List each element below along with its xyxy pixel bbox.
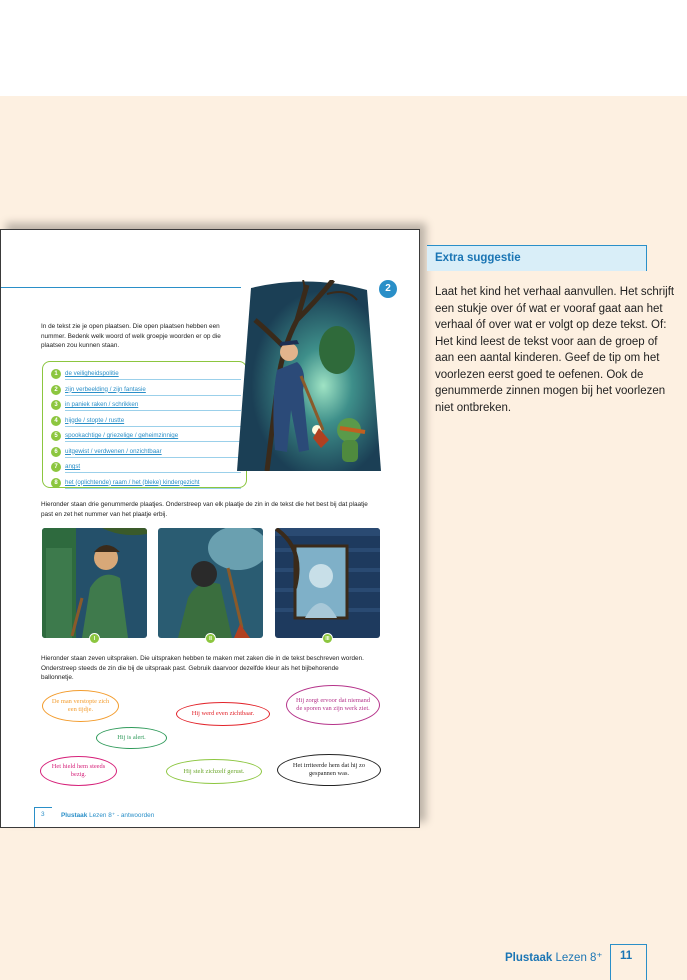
picture-panel-1 bbox=[42, 528, 147, 638]
workbook-footer-top-rule bbox=[34, 807, 52, 808]
answer-line bbox=[65, 395, 241, 396]
answer-row bbox=[51, 447, 241, 460]
answer-number: 5 bbox=[51, 431, 61, 441]
answers-box bbox=[42, 361, 247, 488]
answer-line bbox=[65, 488, 241, 489]
answer-row bbox=[51, 478, 241, 491]
main-illustration bbox=[237, 280, 381, 471]
speech-bubble-5: Het hield hem steeds bezig. bbox=[40, 756, 117, 786]
panel-label-3: III bbox=[322, 633, 333, 644]
extra-suggestion-header bbox=[427, 245, 647, 271]
panel-label-1: I bbox=[89, 633, 100, 644]
answer-line bbox=[65, 441, 241, 442]
page-footer-rule bbox=[610, 944, 611, 980]
speech-bubble-1: De man verstopte zich een tijdje. bbox=[42, 690, 119, 722]
answer-text: hijgde / stopte / rustte bbox=[65, 416, 125, 424]
answer-text: spookachtige / griezelige / geheimzinnige bbox=[65, 432, 179, 439]
page-number: 11 bbox=[620, 950, 633, 962]
answer-number: 3 bbox=[51, 400, 61, 410]
speech-bubble-7: Het irriteerde hem dat hij zo gespannen was. bbox=[277, 754, 381, 786]
intro-text: In de tekst zie je open plaatsen. Die open plaatsen hebben een nummer. Bedenk welk woord of welk groepje woorden er op die plaatsen zou kunnen staan. bbox=[41, 323, 221, 350]
page-footer-title bbox=[505, 950, 603, 964]
extra-suggestion-title: Extra suggestie bbox=[435, 252, 521, 264]
answer-row bbox=[51, 416, 241, 429]
panel-label-2: II bbox=[205, 633, 216, 644]
workbook-page bbox=[0, 229, 420, 828]
answer-row bbox=[51, 385, 241, 398]
answer-row bbox=[51, 431, 241, 444]
answer-text: de veiligheidspolitie bbox=[65, 370, 119, 377]
answer-text: zijn verbeelding / zijn fantasie bbox=[65, 385, 146, 393]
workbook-page-number: 3 bbox=[41, 811, 45, 818]
speech-bubble-4: Hij is alert. bbox=[96, 727, 167, 749]
pictures-instruction: Hieronder staan drie genummerde plaatjes. Onderstreep van elk plaatje de zin in de tekst die het best bij dat plaatje past en zet het nummer van het plaatje erbij. bbox=[41, 501, 368, 518]
speech-bubble-3: Hij zorgt ervoor dat niemand de sporen van zijn werk ziet. bbox=[286, 685, 380, 725]
answer-line bbox=[65, 457, 241, 458]
answer-number: 6 bbox=[51, 447, 61, 457]
picture-panel-2 bbox=[158, 528, 263, 638]
extra-suggestion-body: Laat het kind het verhaal aanvullen. Het schrijft een stukje over óf wat er vooraf gaat aan het verhaal óf over wat er volgt op deze tekst. Of: Het kind leest de tekst voor aan de groep of aan een aantal kinderen. Geef de tip om het voorlezen eerst goed te oefenen. Ook de genummerde zinnen mogen bij het voorlezen niet ontbreken. bbox=[435, 286, 675, 414]
answer-line bbox=[65, 426, 241, 427]
workbook-footer-brand: Plustaak bbox=[61, 812, 88, 819]
speech-bubble-6: Hij stelt zichzelf gerust. bbox=[166, 759, 262, 784]
answer-text: het (oplichtende) raam / het (bleke) kindergezicht bbox=[65, 478, 200, 486]
answer-row bbox=[51, 462, 241, 475]
exercise-number-badge: 2 bbox=[379, 280, 397, 298]
workbook-footer-rule bbox=[34, 807, 35, 828]
answer-number: 4 bbox=[51, 416, 61, 426]
page-footer-brand: Plustaak bbox=[505, 952, 553, 964]
speech-bubble-2: Hij werd even zichtbaar. bbox=[176, 702, 270, 726]
workbook-footer-subtitle: Lezen 8⁺ - antwoorden bbox=[87, 812, 155, 819]
answer-text: in paniek raken / schrikken bbox=[65, 401, 139, 408]
answer-text: uitgewist / verdwenen / onzichtbaar bbox=[65, 447, 162, 455]
page-footer-top-rule bbox=[610, 944, 647, 945]
answer-line bbox=[65, 472, 241, 473]
answer-row bbox=[51, 400, 241, 413]
answer-number: 1 bbox=[51, 369, 61, 379]
header-rule bbox=[1, 287, 241, 288]
answer-text: angst bbox=[65, 463, 81, 470]
answer-line bbox=[65, 379, 241, 380]
workbook-footer-title bbox=[61, 811, 154, 819]
answer-row bbox=[51, 369, 241, 382]
answer-number: 7 bbox=[51, 462, 61, 472]
picture-panel-3 bbox=[275, 528, 380, 638]
page-footer-subtitle: Lezen 8⁺ bbox=[552, 952, 603, 964]
answer-number: 2 bbox=[51, 385, 61, 395]
statements-instruction: Hieronder staan zeven uitspraken. Die uitspraken hebben te maken met zaken die in de tekst beschreven worden. Onderstreep steeds de zin die bij de uitspraak past. Gebruik daarvoor dezelfde kleur als het bijbehorende ballonnetje. bbox=[41, 655, 364, 682]
page-footer-right-rule bbox=[646, 944, 647, 980]
answer-line bbox=[65, 410, 241, 411]
answer-number: 8 bbox=[51, 478, 61, 488]
